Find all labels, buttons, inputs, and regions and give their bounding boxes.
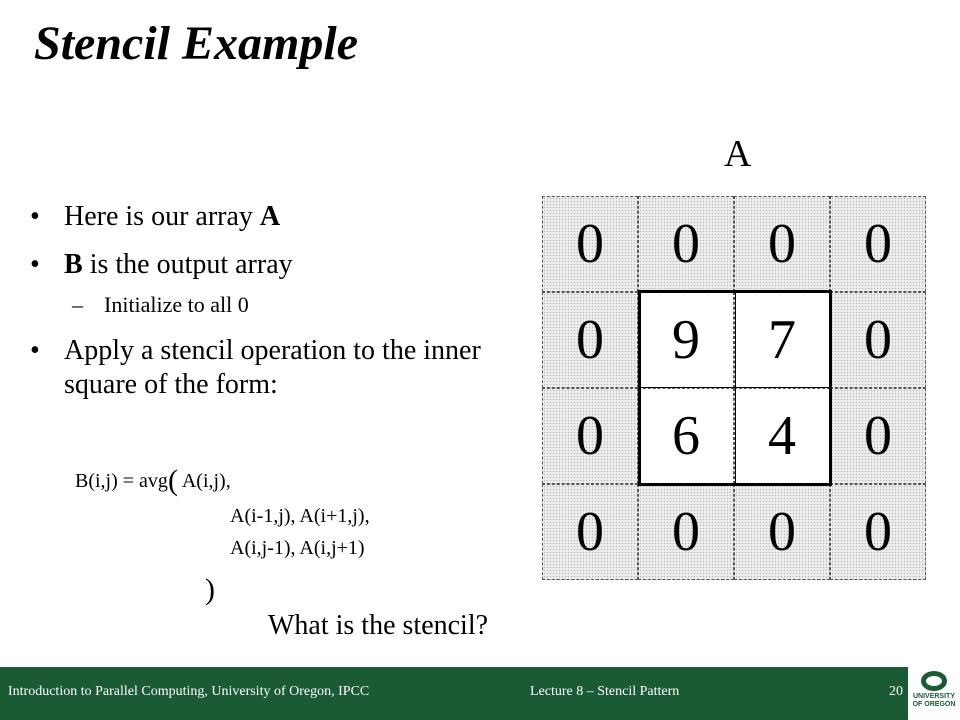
bullet-bold: A: [259, 201, 281, 232]
array-cell: 0: [638, 484, 734, 580]
university-logo: [908, 667, 960, 720]
oregon-o-icon: [921, 671, 947, 691]
bullet-output-b: [30, 248, 500, 282]
bullet-list: [30, 200, 500, 416]
array-cell: 0: [542, 292, 638, 388]
array-cell: 0: [638, 196, 734, 292]
bullet-array-a: [30, 200, 500, 234]
inner-divider-vertical: [735, 290, 736, 486]
bullet-dot: •: [30, 249, 40, 280]
formula-line-1: [75, 464, 231, 497]
formula-line-2: A(i-1,j), A(i+1,j),: [230, 505, 370, 527]
inner-cell: 9: [638, 292, 734, 388]
bullet-text: Apply a stencil operation to the inner square of the form:: [64, 335, 481, 400]
bullet-dot: •: [30, 201, 40, 232]
bullet-apply-stencil: [30, 334, 500, 402]
bullet-text: Here is our array: [64, 201, 260, 232]
array-cell: 0: [542, 388, 638, 484]
formula-line-3: A(i,j-1), A(i,j+1): [230, 537, 365, 559]
array-cell: 0: [542, 484, 638, 580]
array-cell: 0: [830, 196, 926, 292]
array-cell: 0: [830, 484, 926, 580]
bullet-text: is the output array: [82, 249, 293, 280]
formula-open-paren: (: [167, 464, 178, 497]
footer-course: Introduction to Parallel Computing, University of Oregon, IPCC: [8, 684, 370, 699]
formula-close-paren: ): [205, 573, 215, 606]
logo-text-line: OF OREGON: [912, 701, 956, 708]
bullet-bold: B: [64, 249, 83, 280]
footer-bar: [0, 667, 960, 720]
array-cell: 0: [734, 484, 830, 580]
sub-bullet-dash: –: [72, 292, 83, 317]
formula-term: A(i,j),: [177, 470, 231, 492]
logo-text: [913, 693, 956, 709]
formula-prefix: B(i,j) = avg: [75, 470, 168, 492]
logo-text-line: UNIVERSITY: [912, 693, 955, 700]
question-text: What is the stencil?: [268, 610, 489, 641]
footer-lecture: Lecture 8 – Stencil Pattern: [530, 684, 680, 699]
array-label: A: [724, 133, 752, 175]
inner-divider-horizontal: [638, 387, 832, 388]
array-cell: 0: [830, 388, 926, 484]
inner-cell: 7: [734, 292, 830, 388]
inner-cell: 6: [638, 388, 734, 484]
array-cell: 0: [734, 196, 830, 292]
array-cell: 0: [830, 292, 926, 388]
sub-bullet-text: Initialize to all 0: [104, 292, 249, 317]
page-number: 20: [889, 684, 903, 699]
bullet-dot: •: [30, 335, 40, 366]
array-grid: [542, 196, 926, 580]
sub-bullet-initialize: [30, 292, 500, 318]
slide-title: Stencil Example: [34, 17, 358, 70]
array-cell: 0: [542, 196, 638, 292]
inner-cell: 4: [734, 388, 830, 484]
